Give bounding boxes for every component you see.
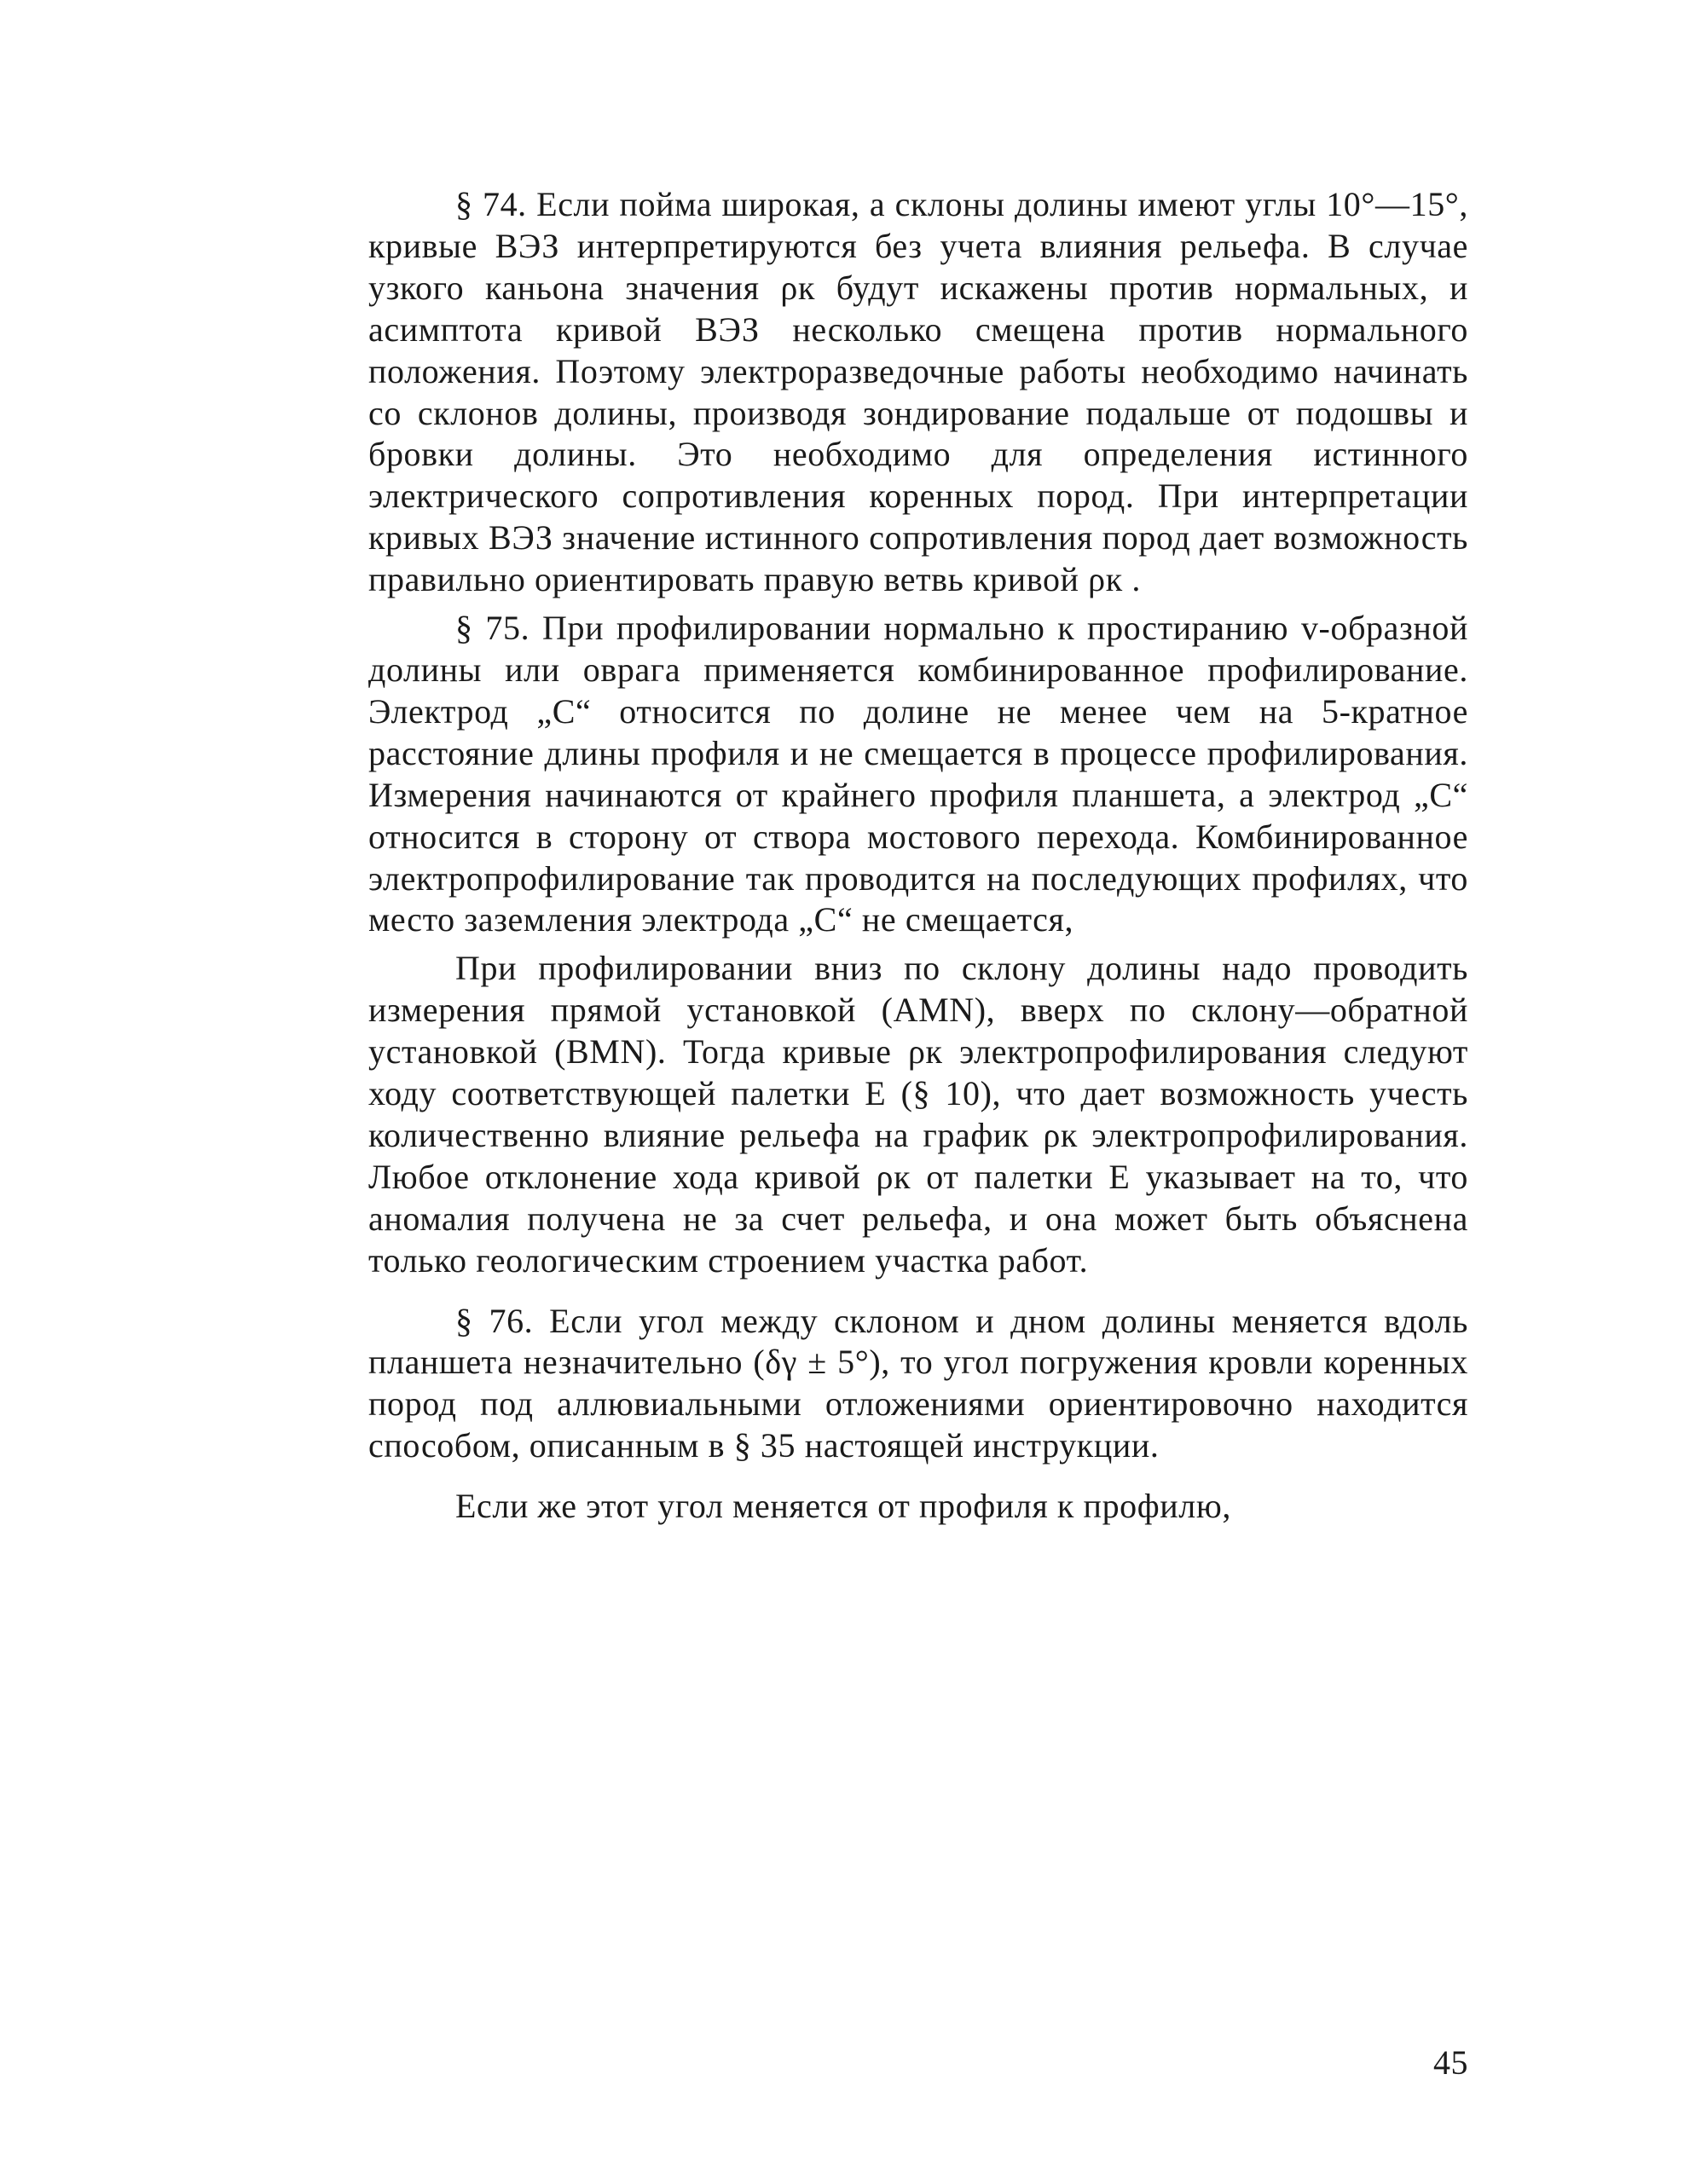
body-text [368,184,1468,1528]
paragraph-74: § 74. Если пойма широкая, а склоны долины имеют углы 10°—15°, кривые ВЭЗ интерпретируются без учета влияния рельефа. В случае узкого каньона значения ρк будут искажены против нормальных, и асимптота кривой ВЭЗ несколько смещена против нормального положения. Поэтому электроразведочные работы необходимо начинать со склонов долины, производя зондирование подальше от подошвы и бровки долины. Это необходимо для определения истинного электрического сопротивления коренных пород. При интерпретации кривых ВЭЗ значение истинного сопротивления пород дает возможность правильно ориентировать правую ветвь кривой ρк . [368,185,1468,599]
page-number: 45 [1433,2043,1468,2082]
paragraph-76: § 76. Если угол между склоном и дном долины меняется вдоль планшета незначительно (δγ ± 5°), то угол погружения кровли коренных пород под аллювиальными отложениями ориентировочно находится способом, описанным в § 35 настоящей инструкции. [368,1301,1468,1465]
paragraph-75-continued: При профилировании вниз по склону долины надо проводить измерения прямой установкой (АМN), вверх по склону—обратной установкой (ВМN). Тогда кривые ρк электропрофилирования следуют ходу соответствующей палетки Е (§ 10), что дает возможность учесть количественно влияние рельефа на график ρк электропрофилирования. Любое отклонение хода кривой ρк от палетки Е указывает на то, что аномалия получена не за счет рельефа, и она может быть объяснена только геологическим строением участка работ. [368,949,1468,1280]
paragraph-75: § 75. При профилировании нормально к простиранию v-образной долины или оврага применяется комбинированное профилирование. Электрод „С“ относится по долине не менее чем на 5-кратное расстояние длины профиля и не смещается в процессе профилирования. Измерения начинаются от крайнего профиля планшета, а электрод „С“ относится в сторону от створа мостового перехода. Комбинированное электропрофилирование так проводится на последующих профилях, что место заземления электрода „С“ не смещается, [368,609,1468,939]
paragraph-76-continued: Если же этот угол меняется от профиля к профилю, [455,1487,1231,1526]
